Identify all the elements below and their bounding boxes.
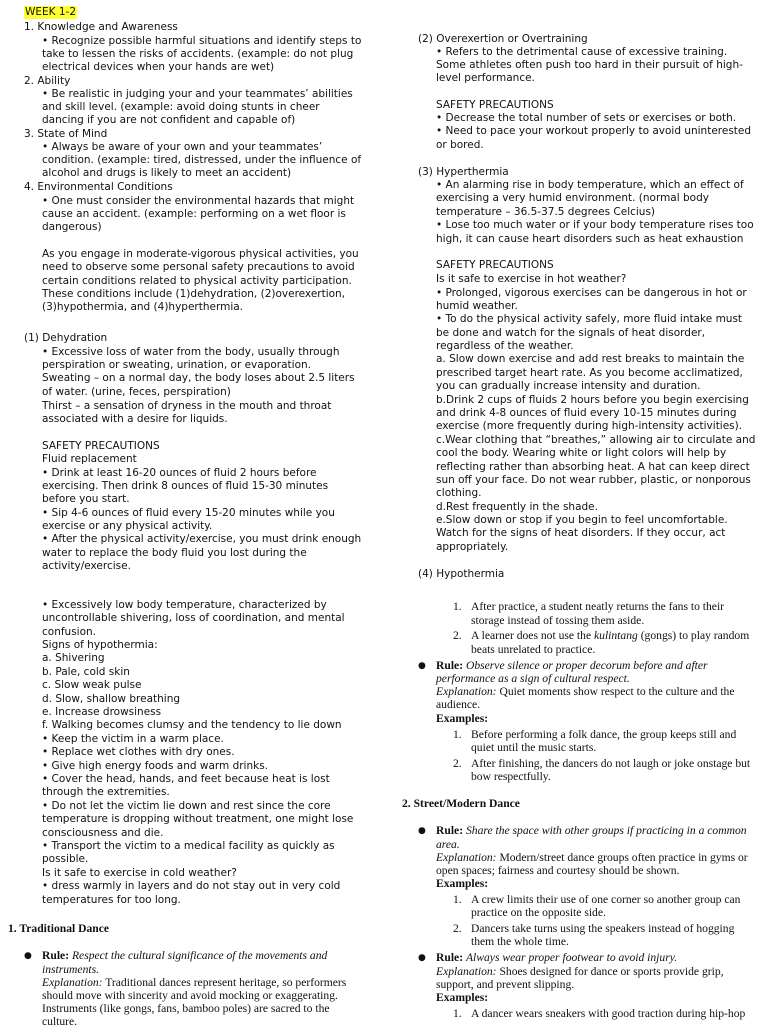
text-line: confusion. (42, 626, 97, 638)
text-line: • Excessive loss of water from the body, usually through (42, 346, 340, 358)
text-line: temperatures for too long. (42, 894, 181, 906)
text-line: appropriately. (436, 541, 509, 553)
text-line: • Prolonged, vigorous exercises can be dangerous in hot or (436, 287, 747, 299)
dehydration-heading: (1) Dehydration (24, 332, 108, 344)
text-line: • Cover the head, hands, and feet because heat is lost (42, 773, 330, 785)
rule-text-cont: performance as a sign of cultural respect. (436, 672, 630, 685)
text-line: certain conditions related to physical activity participation. (42, 275, 352, 287)
rule-text: Share the space with other groups if practicing in a common (465, 824, 747, 837)
text-line: d. Slow, shallow breathing (42, 693, 181, 705)
text-line: before you start. (42, 493, 130, 505)
safety-heading: SAFETY PRECAUTIONS (42, 440, 160, 452)
text-line: • Replace wet clothes with dry ones. (42, 746, 235, 758)
explanation-label: Explanation: (42, 976, 103, 989)
text-italic: kulintang (594, 629, 638, 642)
text-line: through the extremities. (42, 786, 170, 798)
examples-label: Examples: (436, 991, 489, 1004)
explanation-text: should move with sincerity and avoid mocking or exaggerating. (42, 989, 338, 1002)
text-line: or bored. (436, 139, 484, 151)
list-number: 2. (453, 757, 462, 770)
rule-line (436, 659, 708, 673)
text-line: • Decrease the total number of sets or exercises or both. (436, 112, 737, 124)
text-line: Is it safe to exercise in cold weather? (42, 867, 237, 879)
text-line: uncontrollable shivering, loss of coordination, and mental (42, 612, 345, 624)
text-line: Thirst – a sensation of dryness in the mouth and throat (42, 400, 332, 412)
text-line: • Always be aware of your own and your teammates’ (42, 141, 323, 153)
explanation-line (436, 965, 724, 979)
text-line: • Sip 4-6 ounces of fluid every 15-20 minutes while you (42, 507, 335, 519)
text-line: • An alarming rise in body temperature, which an effect of (436, 179, 744, 191)
text-line: a. Slow down exercise and add rest breaks to maintain the (436, 353, 745, 365)
text-line: b. Pale, cold skin (42, 666, 130, 678)
list-item: practice on the opposite side. (471, 906, 606, 919)
text-line: take to lessen the risks of accidents. (example: do not plug (42, 48, 354, 60)
text-line: you can gradually increase intensity and duration. (436, 380, 701, 392)
text-line: Signs of hypothermia: (42, 639, 158, 651)
rule-line (42, 949, 327, 963)
list-item: A crew limits their use of one corner so another group can (471, 893, 741, 906)
list-item (471, 629, 749, 643)
text-line: cause an accident. (example: performing on a wet floor is (42, 208, 346, 220)
explanation-text: audience. (436, 698, 481, 711)
text-line: b.Drink 2 cups of fluids 2 hours before you begin exercising (436, 394, 749, 406)
text-line: • Do not let the victim lie down and rest since the core (42, 800, 331, 812)
text-line: electrical devices when your hands are wet) (42, 61, 275, 73)
text-line: be done and watch for the signals of heat disorder, (436, 327, 706, 339)
bullet-icon: ● (24, 951, 32, 961)
list-item: After practice, a student neatly returns the fans to their (471, 600, 725, 613)
text-line: • Lose too much water or if your body temperature rises too (436, 219, 754, 231)
text-line: • Refers to the detrimental cause of excessive training. (436, 46, 728, 58)
text-line: c. Slow weak pulse (42, 679, 142, 691)
rule-label: Rule: (42, 949, 70, 962)
explanation-text: Modern/street dance groups often practice in gyms or (499, 851, 748, 864)
explanation-text: support, and prevent slipping. (436, 978, 575, 991)
list-number: 1. (453, 893, 462, 906)
text-line: level performance. (436, 72, 535, 84)
text-line: • Transport the victim to a medical facility as quickly as (42, 840, 335, 852)
item-environment: 4. Environmental Conditions (24, 181, 173, 193)
text-line: sun off your face. Do not wear rubber, plastic, or nonporous (436, 474, 751, 486)
hypothermia-heading: (4) Hypothermia (418, 568, 505, 580)
street-dance-heading: 2. Street/Modern Dance (402, 797, 520, 810)
text-line: and skill level. (example: avoid doing stunts in cheer (42, 101, 320, 113)
explanation-label: Explanation: (436, 851, 497, 864)
traditional-dance-heading: 1. Traditional Dance (8, 922, 110, 935)
rule-text: Respect the cultural significance of the movements and (71, 949, 328, 962)
rule-text-cont: instruments. (42, 963, 100, 976)
text-line: • Need to pace your workout properly to avoid uninterested (436, 125, 752, 137)
text-line: associated with a desire for liquids. (42, 413, 228, 425)
text-line: e.Slow down or stop if you begin to feel uncomfortable. (436, 514, 728, 526)
text-line: humid weather. (436, 300, 518, 312)
text-line: water to replace the body fluid you lost during the (42, 547, 307, 559)
rule-label: Rule: (436, 659, 464, 672)
bullet-icon: ● (418, 953, 426, 963)
explanation-text: culture. (42, 1015, 78, 1028)
explanation-line (436, 685, 735, 699)
text-line: • dress warmly in layers and do not stay out in very cold (42, 880, 341, 892)
examples-label: Examples: (436, 712, 489, 725)
text-line: • After the physical activity/exercise, you must drink enough (42, 533, 362, 545)
text-line: f. Walking becomes clumsy and the tendency to lie down (42, 719, 342, 731)
explanation-label: Explanation: (436, 685, 497, 698)
rule-text: Observe silence or proper decorum before and after (465, 659, 708, 672)
text-line: • Give high energy foods and warm drinks. (42, 760, 269, 772)
rule-line (436, 951, 677, 965)
explanation-line (436, 851, 748, 865)
text-line: • Drink at least 16-20 ounces of fluid 2 hours before (42, 467, 317, 479)
explanation-line (42, 976, 346, 990)
text-line: • One must consider the environmental hazards that might (42, 195, 355, 207)
list-item: Dancers take turns using the speakers instead of hogging (471, 922, 735, 935)
explanation-text: Shoes designed for dance or sports provide grip, (499, 965, 724, 978)
list-item: them the whole time. (471, 935, 569, 948)
text-line: a. Shivering (42, 652, 105, 664)
safety-heading: SAFETY PRECAUTIONS (436, 259, 554, 271)
text-line: Watch for the signs of heat disorders. If they occur, act (436, 527, 726, 539)
list-item: quiet until the music starts. (471, 741, 597, 754)
rule-line (436, 824, 747, 838)
list-number: 1. (453, 600, 462, 613)
text-line: • Be realistic in judging your and your teammates’ abilities (42, 88, 353, 100)
item-ability: 2. Ability (24, 75, 71, 87)
text-line: e. Increase drowsiness (42, 706, 162, 718)
text-line: condition. (example: tired, distressed, under the influence of (42, 154, 362, 166)
examples-label: Examples: (436, 877, 489, 890)
text-line: • Excessively low body temperature, characterized by (42, 599, 327, 611)
text-line: exercising. Then drink 8 ounces of fluid 15-30 minutes (42, 480, 329, 492)
bullet-icon: ● (418, 661, 426, 671)
text-line: • Recognize possible harmful situations and identify steps to (42, 35, 362, 47)
explanation-label: Explanation: (436, 965, 497, 978)
text-line: high, it can cause heart disorders such as heat exhaustion (436, 233, 744, 245)
text-line: of water. (urine, feces, perspiration) (42, 386, 231, 398)
explanation-text: open spaces; fairness and courtesy should be shown. (436, 864, 680, 877)
text-line: exercising a very humid environment. (normal body (436, 192, 709, 204)
text-line: temperature – 36.5-37.5 degrees Celcius) (436, 206, 656, 218)
overexertion-heading: (2) Overexertion or Overtraining (418, 33, 588, 45)
week-label: WEEK 1-2 (25, 6, 77, 18)
explanation-text: Traditional dances represent heritage, so performers (105, 976, 347, 989)
text-line: Sweating – on a normal day, the body loses about 2.5 liters (42, 372, 355, 384)
safety-heading: SAFETY PRECAUTIONS (436, 99, 554, 111)
rule-text-cont: area. (436, 838, 460, 851)
text-line: reflecting rather than absorbing heat. A hat can keep direct (436, 461, 750, 473)
text-line: exercise (more frequently during high-intensity activities). (436, 420, 743, 432)
text-line: activity/exercise. (42, 560, 131, 572)
text-line: • Keep the victim in a warm place. (42, 733, 224, 745)
text: A learner does not use the (471, 629, 594, 642)
text-line: Fluid replacement (42, 453, 137, 465)
list-item: Before performing a folk dance, the group keeps still and (471, 728, 737, 741)
explanation-text: Quiet moments show respect to the culture and the (499, 685, 735, 698)
bullet-icon: ● (418, 826, 426, 836)
text-line: and drink 4-8 ounces of fluid every 10-15 minutes during (436, 407, 737, 419)
text-line: • To do the physical activity safely, more fluid intake must (436, 313, 743, 325)
list-number: 2. (453, 922, 462, 935)
text-line: exercise or any physical activity. (42, 520, 213, 532)
text-line: Is it safe to exercise in hot weather? (436, 273, 627, 285)
text: (gongs) to play random (637, 629, 750, 642)
text-line: dangerous) (42, 221, 102, 233)
text-line: cool the body. Wearing white or light colors will help by (436, 447, 727, 459)
list-number: 1. (453, 1007, 462, 1020)
hyperthermia-heading: (3) Hyperthermia (418, 166, 509, 178)
text-line: clothing. (436, 487, 482, 499)
text-line: prescribed target heart rate. As you become acclimatized, (436, 367, 743, 379)
text-line: c.Wear clothing that “breathes,” allowing air to circulate and (436, 434, 756, 446)
list-number: 1. (453, 728, 462, 741)
list-item: beats unrelated to practice. (471, 643, 596, 656)
list-number: 2. (453, 629, 462, 642)
text-line: alcohol and drugs is likely to meet an accident) (42, 167, 292, 179)
text-line: perspiration or sweating, urination, or evaporation. (42, 359, 312, 371)
text-line: dancing if you are not confident and capable of) (42, 114, 296, 126)
list-item: storage instead of tossing them aside. (471, 614, 645, 627)
text-line: consciousness and die. (42, 827, 164, 839)
item-state-of-mind: 3. State of Mind (24, 128, 108, 140)
text-line: d.Rest frequently in the shade. (436, 501, 598, 513)
text-line: need to observe some personal safety precautions to avoid (42, 261, 355, 273)
text-line: (3)hypothermia, and (4)hyperthermia. (42, 301, 244, 313)
text-line: Some athletes often push too hard in their pursuit of high- (436, 59, 743, 71)
rule-label: Rule: (436, 951, 464, 964)
text-line: These conditions include (1)dehydration, (2)overexertion, (42, 288, 346, 300)
text-line: As you engage in moderate-vigorous physical activities, you (42, 248, 359, 260)
list-item: bow respectfully. (471, 770, 551, 783)
explanation-text: Instruments (like gongs, fans, bamboo poles) are sacred to the (42, 1002, 330, 1015)
text-line: regardless of the weather. (436, 340, 574, 352)
item-knowledge: 1. Knowledge and Awareness (24, 21, 178, 33)
list-item: After finishing, the dancers do not laugh or joke onstage but (471, 757, 751, 770)
list-item: A dancer wears sneakers with good traction during hip-hop (471, 1007, 746, 1020)
text-line: possible. (42, 853, 89, 865)
rule-text: Always wear proper footwear to avoid injury. (465, 951, 678, 964)
text-line: temperature is dropping without treatment, one might lose (42, 813, 354, 825)
rule-label: Rule: (436, 824, 464, 837)
